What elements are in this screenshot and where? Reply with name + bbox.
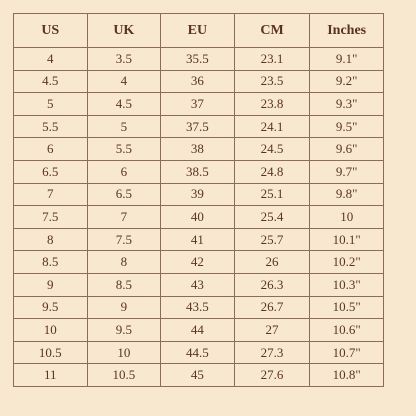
cell-inches: 10.7": [310, 341, 384, 364]
cell-inches: 9.6": [310, 138, 384, 161]
cell-cm: 27.6: [234, 364, 310, 387]
cell-cm: 26: [234, 251, 310, 274]
cell-cm: 24.8: [234, 160, 310, 183]
header-uk: UK: [87, 14, 161, 48]
cell-inches: 10.3": [310, 273, 384, 296]
cell-uk: 3.5: [87, 48, 161, 71]
cell-inches: 10.2": [310, 251, 384, 274]
table-row: [14, 341, 384, 364]
cell-cm: 27: [234, 319, 310, 342]
cell-inches: 10.8": [310, 364, 384, 387]
cell-us: 8.5: [14, 251, 88, 274]
table-row: [14, 115, 384, 138]
table-row: [14, 296, 384, 319]
table-row: [14, 319, 384, 342]
cell-cm: 23.1: [234, 48, 310, 71]
cell-inches: 10: [310, 206, 384, 229]
cell-uk: 5: [87, 115, 161, 138]
cell-us: 7: [14, 183, 88, 206]
cell-cm: 23.8: [234, 93, 310, 116]
cell-eu: 39: [161, 183, 235, 206]
size-chart-table: [13, 13, 384, 387]
cell-us: 5: [14, 93, 88, 116]
header-inches: Inches: [310, 14, 384, 48]
cell-inches: 9.5": [310, 115, 384, 138]
table-row: [14, 138, 384, 161]
cell-cm: 25.1: [234, 183, 310, 206]
cell-inches: 9.7": [310, 160, 384, 183]
cell-eu: 43: [161, 273, 235, 296]
cell-uk: 9.5: [87, 319, 161, 342]
cell-uk: 5.5: [87, 138, 161, 161]
header-us: US: [14, 14, 88, 48]
table-body: [14, 48, 384, 387]
cell-us: 9.5: [14, 296, 88, 319]
cell-eu: 41: [161, 228, 235, 251]
cell-uk: 10: [87, 341, 161, 364]
cell-cm: 23.5: [234, 70, 310, 93]
cell-eu: 40: [161, 206, 235, 229]
table-row: [14, 160, 384, 183]
cell-inches: 9.1": [310, 48, 384, 71]
cell-us: 4.5: [14, 70, 88, 93]
cell-eu: 44.5: [161, 341, 235, 364]
table-row: [14, 48, 384, 71]
cell-inches: 10.1": [310, 228, 384, 251]
table-row: [14, 70, 384, 93]
cell-uk: 6: [87, 160, 161, 183]
header-eu: EU: [161, 14, 235, 48]
cell-uk: 10.5: [87, 364, 161, 387]
cell-us: 4: [14, 48, 88, 71]
cell-inches: 9.3": [310, 93, 384, 116]
cell-us: 7.5: [14, 206, 88, 229]
cell-eu: 37.5: [161, 115, 235, 138]
cell-us: 6: [14, 138, 88, 161]
cell-inches: 10.5": [310, 296, 384, 319]
cell-uk: 4: [87, 70, 161, 93]
cell-uk: 8.5: [87, 273, 161, 296]
cell-us: 5.5: [14, 115, 88, 138]
cell-cm: 26.7: [234, 296, 310, 319]
cell-cm: 24.5: [234, 138, 310, 161]
cell-inches: 9.2": [310, 70, 384, 93]
cell-uk: 4.5: [87, 93, 161, 116]
table-row: [14, 183, 384, 206]
cell-eu: 37: [161, 93, 235, 116]
cell-us: 9: [14, 273, 88, 296]
table-header: [14, 14, 384, 48]
cell-uk: 7.5: [87, 228, 161, 251]
header-row: [14, 14, 384, 48]
cell-cm: 25.7: [234, 228, 310, 251]
cell-uk: 6.5: [87, 183, 161, 206]
cell-cm: 25.4: [234, 206, 310, 229]
cell-us: 6.5: [14, 160, 88, 183]
cell-eu: 42: [161, 251, 235, 274]
cell-eu: 43.5: [161, 296, 235, 319]
cell-us: 10: [14, 319, 88, 342]
table-row: [14, 206, 384, 229]
cell-us: 10.5: [14, 341, 88, 364]
cell-uk: 8: [87, 251, 161, 274]
table-row: [14, 93, 384, 116]
cell-eu: 36: [161, 70, 235, 93]
cell-eu: 45: [161, 364, 235, 387]
cell-eu: 38.5: [161, 160, 235, 183]
cell-us: 8: [14, 228, 88, 251]
cell-eu: 38: [161, 138, 235, 161]
cell-cm: 26.3: [234, 273, 310, 296]
cell-uk: 9: [87, 296, 161, 319]
header-cm: CM: [234, 14, 310, 48]
table-row: [14, 364, 384, 387]
cell-inches: 9.8": [310, 183, 384, 206]
cell-eu: 35.5: [161, 48, 235, 71]
cell-cm: 24.1: [234, 115, 310, 138]
cell-inches: 10.6": [310, 319, 384, 342]
cell-us: 11: [14, 364, 88, 387]
table-row: [14, 228, 384, 251]
cell-cm: 27.3: [234, 341, 310, 364]
cell-eu: 44: [161, 319, 235, 342]
cell-uk: 7: [87, 206, 161, 229]
table-row: [14, 251, 384, 274]
table-row: [14, 273, 384, 296]
